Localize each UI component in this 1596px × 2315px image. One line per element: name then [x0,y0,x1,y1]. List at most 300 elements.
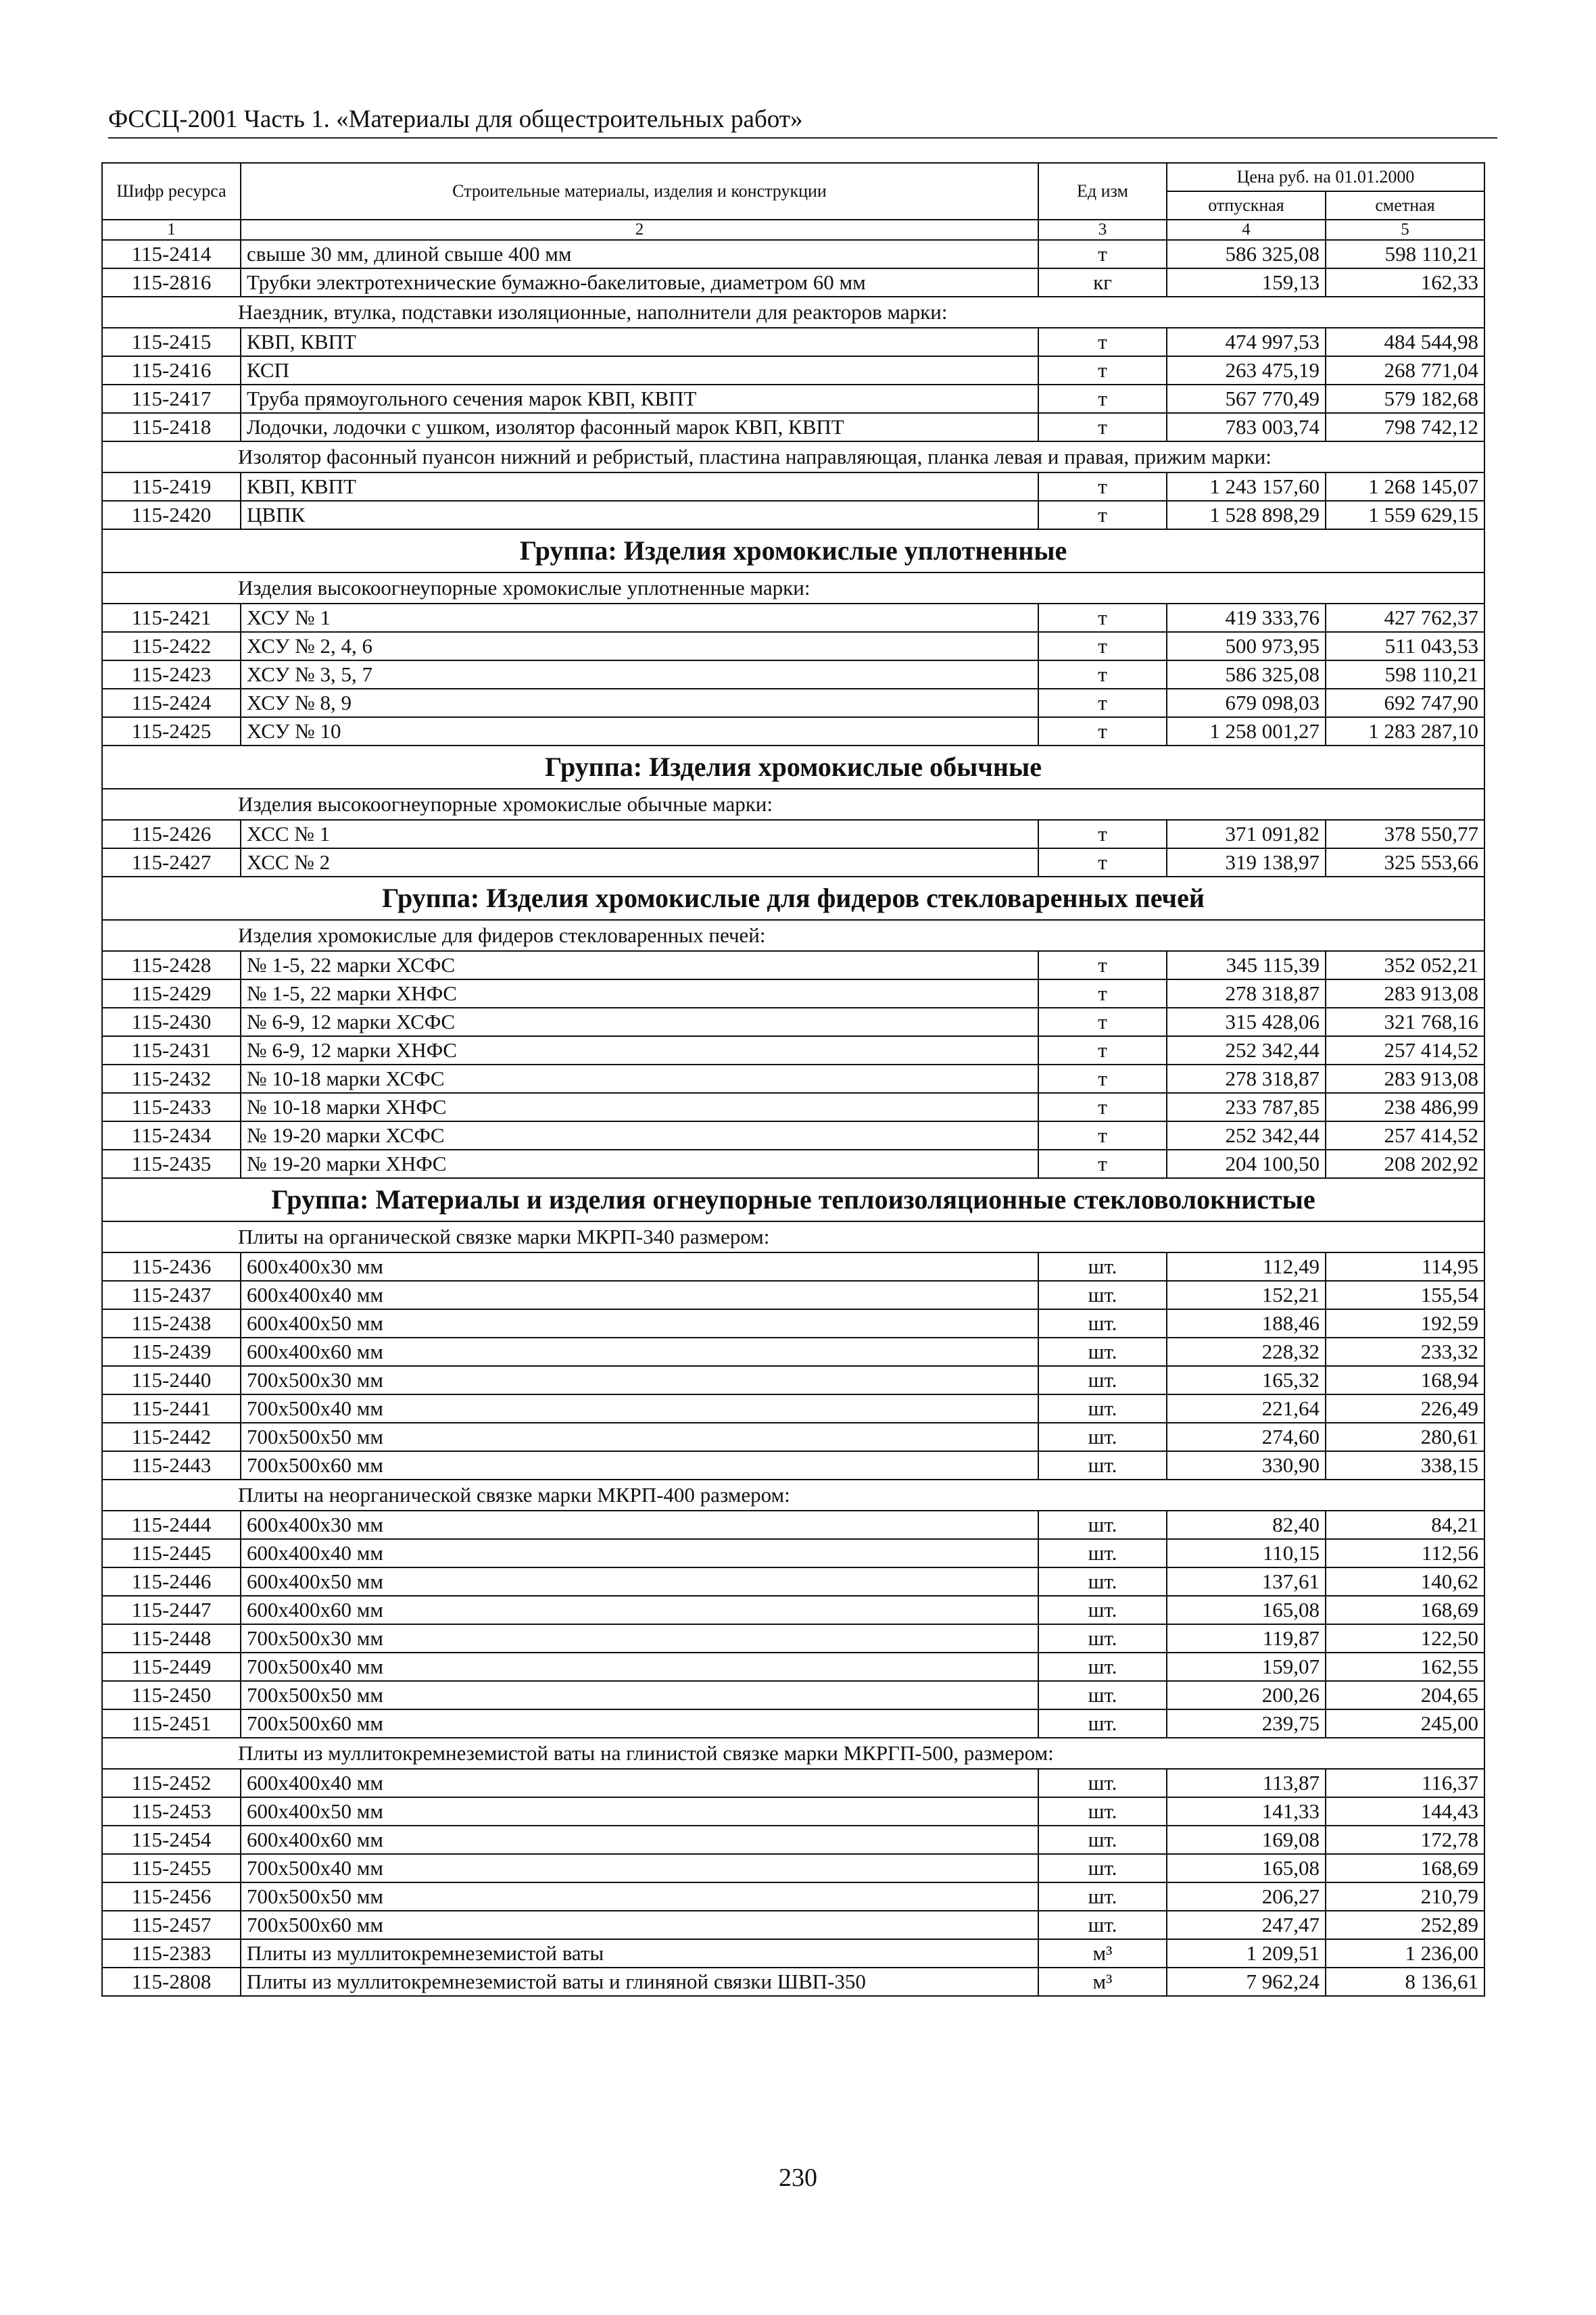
cell-code: 115-2427 [102,848,241,877]
section-heading: Плиты из муллитокремнеземистой ваты на глинистой связке марки МКРГП-500, размером: [102,1738,1484,1769]
cell-wholesale-price: 783 003,74 [1167,413,1326,441]
section-heading: Изделия высокоогнеупорные хромокислые уплотненные марки: [102,572,1484,604]
section-row [102,1221,1484,1252]
cell-unit: шт. [1038,1911,1167,1939]
table-row [102,1939,1484,1968]
cell-name: 700х500х30 мм [241,1366,1038,1394]
cell-code: 115-2450 [102,1681,241,1709]
cell-name: 700х500х50 мм [241,1681,1038,1709]
cell-name: Лодочки, лодочки с ушком, изолятор фасонный марок КВП, КВПТ [241,413,1038,441]
cell-wholesale-price: 419 333,76 [1167,604,1326,632]
cell-wholesale-price: 112,49 [1167,1252,1326,1281]
cell-code: 115-2451 [102,1709,241,1738]
cell-code: 115-2443 [102,1451,241,1480]
cell-code: 115-2419 [102,472,241,501]
table-row [102,501,1484,529]
cell-estimate-price: 257 414,52 [1326,1036,1484,1065]
cell-unit: м³ [1038,1939,1167,1968]
table-row [102,1121,1484,1150]
cell-name: 600х400х30 мм [241,1252,1038,1281]
cell-code: 115-2418 [102,413,241,441]
cell-estimate-price: 172,78 [1326,1826,1484,1854]
cell-code: 115-2430 [102,1008,241,1036]
table-row [102,1511,1484,1539]
cell-unit: т [1038,660,1167,689]
cell-code: 115-2422 [102,632,241,660]
cell-name: 700х500х40 мм [241,1854,1038,1882]
cell-wholesale-price: 228,32 [1167,1338,1326,1366]
cell-estimate-price: 162,55 [1326,1653,1484,1681]
cell-unit: шт. [1038,1596,1167,1624]
cell-estimate-price: 245,00 [1326,1709,1484,1738]
section-row [102,1480,1484,1511]
cell-wholesale-price: 119,87 [1167,1624,1326,1653]
cell-unit: т [1038,1150,1167,1178]
section-heading: Наездник, втулка, подставки изоляционные, наполнители для реакторов марки: [102,297,1484,328]
cell-unit: т [1038,1008,1167,1036]
table-row [102,1451,1484,1480]
cell-code: 115-2415 [102,328,241,356]
table-row [102,268,1484,297]
table-row [102,1093,1484,1121]
cell-wholesale-price: 206,27 [1167,1882,1326,1911]
cell-code: 115-2453 [102,1797,241,1826]
cell-estimate-price: 1 283 287,10 [1326,717,1484,746]
cell-name: № 10-18 марки ХСФС [241,1065,1038,1093]
cell-wholesale-price: 278 318,87 [1167,1065,1326,1093]
cell-unit: т [1038,328,1167,356]
cell-wholesale-price: 113,87 [1167,1769,1326,1797]
cell-estimate-price: 8 136,61 [1326,1968,1484,1996]
cell-unit: шт. [1038,1338,1167,1366]
cell-code: 115-2426 [102,820,241,848]
cell-unit: т [1038,1093,1167,1121]
page-header: ФССЦ-2001 Часть 1. «Материалы для общестроительных работ» [108,103,1497,139]
cell-estimate-price: 798 742,12 [1326,413,1484,441]
cell-wholesale-price: 204 100,50 [1167,1150,1326,1178]
cell-estimate-price: 692 747,90 [1326,689,1484,717]
cell-unit: т [1038,356,1167,385]
cell-unit: т [1038,689,1167,717]
cell-estimate-price: 484 544,98 [1326,328,1484,356]
cell-name: 600х400х50 мм [241,1309,1038,1338]
cell-estimate-price: 192,59 [1326,1309,1484,1338]
group-row [102,1178,1484,1221]
cell-unit: шт. [1038,1709,1167,1738]
cell-wholesale-price: 137,61 [1167,1567,1326,1596]
cell-unit: т [1038,413,1167,441]
cell-unit: т [1038,1036,1167,1065]
cell-unit: т [1038,240,1167,268]
cell-name: № 6-9, 12 марки ХСФС [241,1008,1038,1036]
cell-estimate-price: 208 202,92 [1326,1150,1484,1178]
section-heading: Изолятор фасонный пуансон нижний и ребристый, пластина направляющая, планка левая и правая, прижим марки: [102,441,1484,472]
cell-wholesale-price: 7 962,24 [1167,1968,1326,1996]
cell-unit: кг [1038,268,1167,297]
cell-wholesale-price: 1 258 001,27 [1167,717,1326,746]
cell-wholesale-price: 141,33 [1167,1797,1326,1826]
table-row [102,1394,1484,1423]
cell-wholesale-price: 82,40 [1167,1511,1326,1539]
cell-name: 700х500х40 мм [241,1653,1038,1681]
cell-estimate-price: 252,89 [1326,1911,1484,1939]
cell-wholesale-price: 1 243 157,60 [1167,472,1326,501]
cell-wholesale-price: 165,32 [1167,1366,1326,1394]
table-row [102,1008,1484,1036]
cell-wholesale-price: 200,26 [1167,1681,1326,1709]
table-row [102,1423,1484,1451]
table-row [102,689,1484,717]
table-row [102,1826,1484,1854]
cell-estimate-price: 511 043,53 [1326,632,1484,660]
cell-name: КВП, КВПТ [241,328,1038,356]
cell-code: 115-2383 [102,1939,241,1968]
cell-wholesale-price: 586 325,08 [1167,660,1326,689]
section-row [102,789,1484,820]
cell-estimate-price: 598 110,21 [1326,240,1484,268]
table-row [102,240,1484,268]
table-row [102,328,1484,356]
cell-estimate-price: 162,33 [1326,268,1484,297]
cell-estimate-price: 268 771,04 [1326,356,1484,385]
cell-code: 115-2456 [102,1882,241,1911]
cell-wholesale-price: 319 138,97 [1167,848,1326,877]
cell-estimate-price: 233,32 [1326,1338,1484,1366]
cell-wholesale-price: 586 325,08 [1167,240,1326,268]
cell-estimate-price: 155,54 [1326,1281,1484,1309]
group-row [102,746,1484,789]
cell-estimate-price: 168,94 [1326,1366,1484,1394]
cell-estimate-price: 238 486,99 [1326,1093,1484,1121]
table-row [102,848,1484,877]
cell-wholesale-price: 1 209,51 [1167,1939,1326,1968]
cell-unit: т [1038,472,1167,501]
cell-name: ХСУ № 10 [241,717,1038,746]
cell-name: ХСУ № 2, 4, 6 [241,632,1038,660]
group-row [102,877,1484,920]
cell-wholesale-price: 500 973,95 [1167,632,1326,660]
cell-code: 115-2429 [102,979,241,1008]
col-number: 3 [1038,220,1167,240]
table-row [102,1681,1484,1709]
cell-estimate-price: 598 110,21 [1326,660,1484,689]
cell-unit: шт. [1038,1539,1167,1567]
cell-name: 600х400х50 мм [241,1567,1038,1596]
cell-code: 115-2420 [102,501,241,529]
table-row [102,1539,1484,1567]
group-row [102,529,1484,572]
cell-wholesale-price: 315 428,06 [1167,1008,1326,1036]
cell-name: 700х500х30 мм [241,1624,1038,1653]
cell-name: 700х500х40 мм [241,1394,1038,1423]
cell-unit: т [1038,951,1167,979]
cell-unit: шт. [1038,1681,1167,1709]
table-row [102,979,1484,1008]
cell-unit: шт. [1038,1451,1167,1480]
cell-wholesale-price: 110,15 [1167,1539,1326,1567]
cell-code: 115-2432 [102,1065,241,1093]
cell-code: 115-2442 [102,1423,241,1451]
cell-code: 115-2446 [102,1567,241,1596]
cell-code: 115-2455 [102,1854,241,1882]
cell-unit: шт. [1038,1854,1167,1882]
cell-code: 115-2431 [102,1036,241,1065]
cell-code: 115-2424 [102,689,241,717]
cell-name: 600х400х40 мм [241,1281,1038,1309]
cell-unit: шт. [1038,1511,1167,1539]
table-row [102,1252,1484,1281]
cell-wholesale-price: 152,21 [1167,1281,1326,1309]
cell-unit: шт. [1038,1567,1167,1596]
cell-estimate-price: 226,49 [1326,1394,1484,1423]
cell-wholesale-price: 169,08 [1167,1826,1326,1854]
cell-code: 115-2452 [102,1769,241,1797]
cell-code: 115-2454 [102,1826,241,1854]
cell-name: 600х400х60 мм [241,1596,1038,1624]
cell-estimate-price: 378 550,77 [1326,820,1484,848]
table-row [102,717,1484,746]
cell-unit: т [1038,632,1167,660]
table-row [102,1309,1484,1338]
table-row [102,604,1484,632]
group-heading: Группа: Изделия хромокислые уплотненные [102,529,1484,572]
cell-unit: шт. [1038,1797,1167,1826]
header-name: Строительные материалы, изделия и конструкции [241,163,1038,220]
cell-name: 700х500х50 мм [241,1423,1038,1451]
cell-unit: шт. [1038,1624,1167,1653]
cell-estimate-price: 210,79 [1326,1882,1484,1911]
cell-unit: шт. [1038,1309,1167,1338]
table-row [102,385,1484,413]
section-heading: Плиты на неорганической связке марки МКРП-400 размером: [102,1480,1484,1511]
cell-code: 115-2421 [102,604,241,632]
cell-wholesale-price: 221,64 [1167,1394,1326,1423]
cell-code: 115-2808 [102,1968,241,1996]
price-table [101,162,1485,1997]
cell-wholesale-price: 345 115,39 [1167,951,1326,979]
table-row [102,820,1484,848]
table-row [102,632,1484,660]
cell-code: 115-2436 [102,1252,241,1281]
cell-name: ХСС № 1 [241,820,1038,848]
cell-estimate-price: 321 768,16 [1326,1008,1484,1036]
header-price-group: Цена руб. на 01.01.2000 [1167,163,1484,191]
table-row [102,1281,1484,1309]
cell-code: 115-2438 [102,1309,241,1338]
table-row [102,1150,1484,1178]
cell-estimate-price: 257 414,52 [1326,1121,1484,1150]
cell-code: 115-2423 [102,660,241,689]
cell-name: ХСУ № 8, 9 [241,689,1038,717]
table-row [102,1968,1484,1996]
cell-unit: т [1038,1121,1167,1150]
cell-estimate-price: 338,15 [1326,1451,1484,1480]
cell-unit: шт. [1038,1252,1167,1281]
cell-code: 115-2437 [102,1281,241,1309]
cell-code: 115-2425 [102,717,241,746]
cell-name: 600х400х30 мм [241,1511,1038,1539]
cell-wholesale-price: 679 098,03 [1167,689,1326,717]
cell-code: 115-2447 [102,1596,241,1624]
group-heading: Группа: Изделия хромокислые обычные [102,746,1484,789]
cell-name: № 1-5, 22 марки ХСФС [241,951,1038,979]
cell-estimate-price: 352 052,21 [1326,951,1484,979]
cell-name: ЦВПК [241,501,1038,529]
cell-unit: т [1038,820,1167,848]
table-row [102,1854,1484,1882]
cell-code: 115-2444 [102,1511,241,1539]
cell-name: Трубки электротехнические бумажно-бакелитовые, диаметром 60 мм [241,268,1038,297]
table-row [102,1366,1484,1394]
table-row [102,413,1484,441]
cell-estimate-price: 204,65 [1326,1681,1484,1709]
cell-name: 700х500х50 мм [241,1882,1038,1911]
header-estimate: сметная [1326,191,1484,220]
cell-name: 600х400х40 мм [241,1539,1038,1567]
cell-code: 115-2457 [102,1911,241,1939]
cell-name: № 6-9, 12 марки ХНФС [241,1036,1038,1065]
cell-wholesale-price: 247,47 [1167,1911,1326,1939]
table-row [102,1567,1484,1596]
cell-wholesale-price: 159,13 [1167,268,1326,297]
header-wholesale: отпускная [1167,191,1326,220]
table-row [102,660,1484,689]
cell-wholesale-price: 165,08 [1167,1854,1326,1882]
table-body [102,240,1484,1996]
cell-name: 700х500х60 мм [241,1709,1038,1738]
cell-code: 115-2433 [102,1093,241,1121]
cell-code: 115-2439 [102,1338,241,1366]
cell-unit: т [1038,604,1167,632]
cell-wholesale-price: 278 318,87 [1167,979,1326,1008]
cell-name: 700х500х60 мм [241,1911,1038,1939]
cell-estimate-price: 140,62 [1326,1567,1484,1596]
cell-estimate-price: 112,56 [1326,1539,1484,1567]
cell-estimate-price: 114,95 [1326,1252,1484,1281]
col-number: 1 [102,220,241,240]
cell-wholesale-price: 252 342,44 [1167,1121,1326,1150]
cell-code: 115-2434 [102,1121,241,1150]
cell-estimate-price: 427 762,37 [1326,604,1484,632]
cell-name: ХСУ № 1 [241,604,1038,632]
table-row [102,951,1484,979]
section-heading: Изделия высокоогнеупорные хромокислые обычные марки: [102,789,1484,820]
cell-name: ХСУ № 3, 5, 7 [241,660,1038,689]
cell-code: 115-2449 [102,1653,241,1681]
table-row [102,1338,1484,1366]
cell-wholesale-price: 567 770,49 [1167,385,1326,413]
cell-wholesale-price: 330,90 [1167,1451,1326,1480]
table-row [102,472,1484,501]
cell-code: 115-2441 [102,1394,241,1423]
cell-unit: шт. [1038,1882,1167,1911]
cell-estimate-price: 280,61 [1326,1423,1484,1451]
cell-estimate-price: 1 268 145,07 [1326,472,1484,501]
cell-code: 115-2417 [102,385,241,413]
cell-wholesale-price: 239,75 [1167,1709,1326,1738]
table-row [102,1596,1484,1624]
cell-wholesale-price: 233 787,85 [1167,1093,1326,1121]
col-number: 4 [1167,220,1326,240]
cell-code: 115-2435 [102,1150,241,1178]
cell-wholesale-price: 165,08 [1167,1596,1326,1624]
cell-unit: т [1038,501,1167,529]
cell-wholesale-price: 371 091,82 [1167,820,1326,848]
cell-name: 600х400х50 мм [241,1797,1038,1826]
cell-estimate-price: 283 913,08 [1326,979,1484,1008]
cell-wholesale-price: 274,60 [1167,1423,1326,1451]
cell-estimate-price: 144,43 [1326,1797,1484,1826]
cell-estimate-price: 579 182,68 [1326,385,1484,413]
cell-unit: шт. [1038,1653,1167,1681]
cell-name: 600х400х40 мм [241,1769,1038,1797]
cell-name: Плиты из муллитокремнеземистой ваты и глиняной связки ШВП-350 [241,1968,1038,1996]
table-row [102,1882,1484,1911]
section-row [102,572,1484,604]
cell-code: 115-2440 [102,1366,241,1394]
cell-estimate-price: 168,69 [1326,1854,1484,1882]
section-heading: Плиты на органической связке марки МКРП-340 размером: [102,1221,1484,1252]
header-code: Шифр ресурса [102,163,241,220]
cell-name: № 1-5, 22 марки ХНФС [241,979,1038,1008]
cell-code: 115-2816 [102,268,241,297]
cell-code: 115-2445 [102,1539,241,1567]
cell-unit: т [1038,848,1167,877]
table-row [102,1769,1484,1797]
cell-name: ХСС № 2 [241,848,1038,877]
cell-code: 115-2414 [102,240,241,268]
cell-name: свыше 30 мм, длиной свыше 400 мм [241,240,1038,268]
table-row [102,356,1484,385]
cell-unit: шт. [1038,1281,1167,1309]
cell-name: № 19-20 марки ХНФС [241,1150,1038,1178]
section-row [102,297,1484,328]
cell-name: Плиты из муллитокремнеземистой ваты [241,1939,1038,1968]
cell-name: КСП [241,356,1038,385]
table-row [102,1624,1484,1653]
cell-name: № 19-20 марки ХСФС [241,1121,1038,1150]
cell-name: КВП, КВПТ [241,472,1038,501]
cell-wholesale-price: 252 342,44 [1167,1036,1326,1065]
cell-name: 600х400х60 мм [241,1826,1038,1854]
cell-name: Труба прямоугольного сечения марок КВП, КВПТ [241,385,1038,413]
cell-code: 115-2416 [102,356,241,385]
cell-wholesale-price: 1 528 898,29 [1167,501,1326,529]
cell-unit: шт. [1038,1366,1167,1394]
cell-name: 600х400х60 мм [241,1338,1038,1366]
table-row [102,1911,1484,1939]
page-number: 230 [779,2164,817,2192]
group-heading: Группа: Изделия хромокислые для фидеров стекловаренных печей [102,877,1484,920]
cell-estimate-price: 116,37 [1326,1769,1484,1797]
cell-estimate-price: 122,50 [1326,1624,1484,1653]
cell-name: № 10-18 марки ХНФС [241,1093,1038,1121]
section-row [102,441,1484,472]
cell-wholesale-price: 188,46 [1167,1309,1326,1338]
cell-wholesale-price: 263 475,19 [1167,356,1326,385]
section-heading: Изделия хромокислые для фидеров стекловаренных печей: [102,920,1484,951]
cell-unit: шт. [1038,1423,1167,1451]
cell-unit: шт. [1038,1826,1167,1854]
cell-unit: шт. [1038,1769,1167,1797]
section-row [102,920,1484,951]
cell-unit: м³ [1038,1968,1167,1996]
header-unit: Ед изм [1038,163,1167,220]
table-row [102,1036,1484,1065]
table-row [102,1709,1484,1738]
cell-unit: т [1038,385,1167,413]
cell-estimate-price: 325 553,66 [1326,848,1484,877]
